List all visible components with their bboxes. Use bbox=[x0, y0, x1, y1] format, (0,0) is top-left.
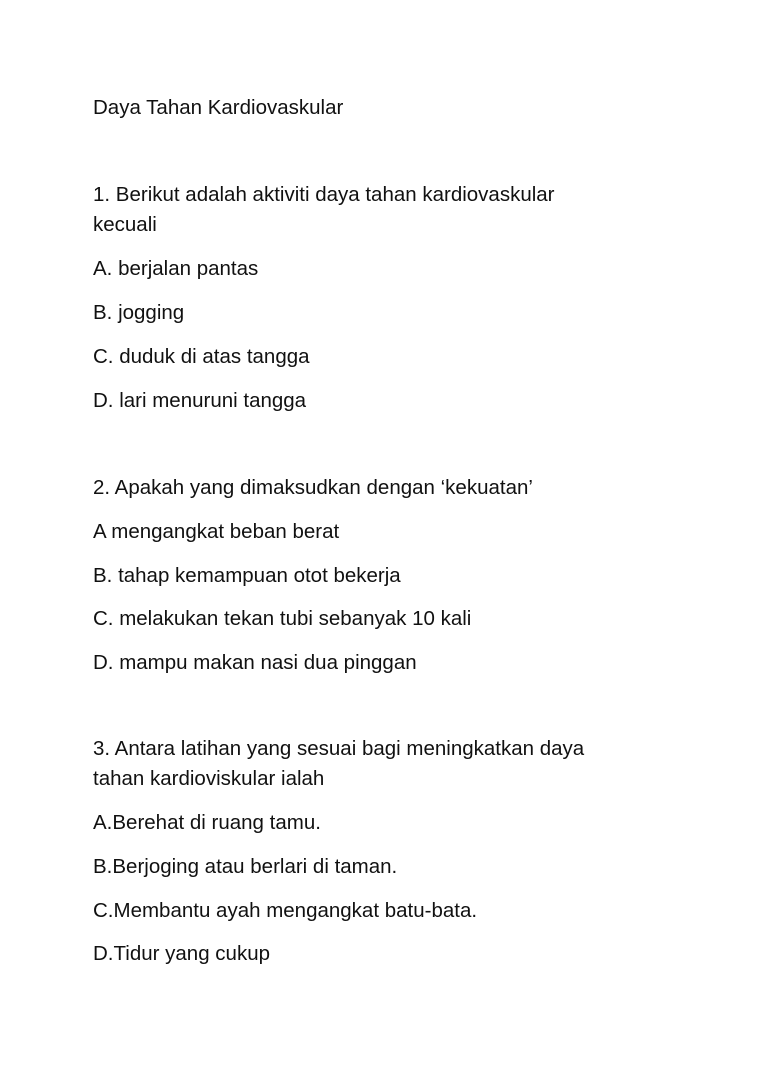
question-3-text-line-1: 3. Antara latihan yang sesuai bagi meningkatkan daya bbox=[93, 737, 585, 760]
question-2-option-b: B. tahap kemampuan otot bekerja bbox=[93, 564, 401, 587]
question-2-text-line-1: 2. Apakah yang dimaksudkan dengan ‘kekuatan’ bbox=[93, 476, 533, 499]
question-3-option-c: C.Membantu ayah mengangkat batu-bata. bbox=[93, 899, 478, 922]
question-1-option-a: A. berjalan pantas bbox=[93, 257, 259, 280]
question-3-option-b: B.Berjoging atau berlari di taman. bbox=[93, 855, 398, 878]
question-1-text-line-2: kecuali bbox=[93, 213, 157, 236]
question-2-option-c: C. melakukan tekan tubi sebanyak 10 kali bbox=[93, 607, 472, 630]
question-1-option-b: B. jogging bbox=[93, 301, 185, 324]
question-2-option-d: D. mampu makan nasi dua pinggan bbox=[93, 651, 417, 674]
question-3-text-line-2: tahan kardioviskular ialah bbox=[93, 767, 325, 790]
question-2-option-a: A mengangkat beban berat bbox=[93, 520, 340, 543]
question-1-option-c: C. duduk di atas tangga bbox=[93, 345, 310, 368]
question-3-option-d: D.Tidur yang cukup bbox=[93, 942, 270, 965]
question-1-option-d: D. lari menuruni tangga bbox=[93, 389, 307, 412]
document-title: Daya Tahan Kardiovaskular bbox=[93, 96, 344, 119]
question-3-option-a: A.Berehat di ruang tamu. bbox=[93, 811, 321, 834]
question-1-text-line-1: 1. Berikut adalah aktiviti daya tahan kardiovaskular bbox=[93, 183, 555, 206]
